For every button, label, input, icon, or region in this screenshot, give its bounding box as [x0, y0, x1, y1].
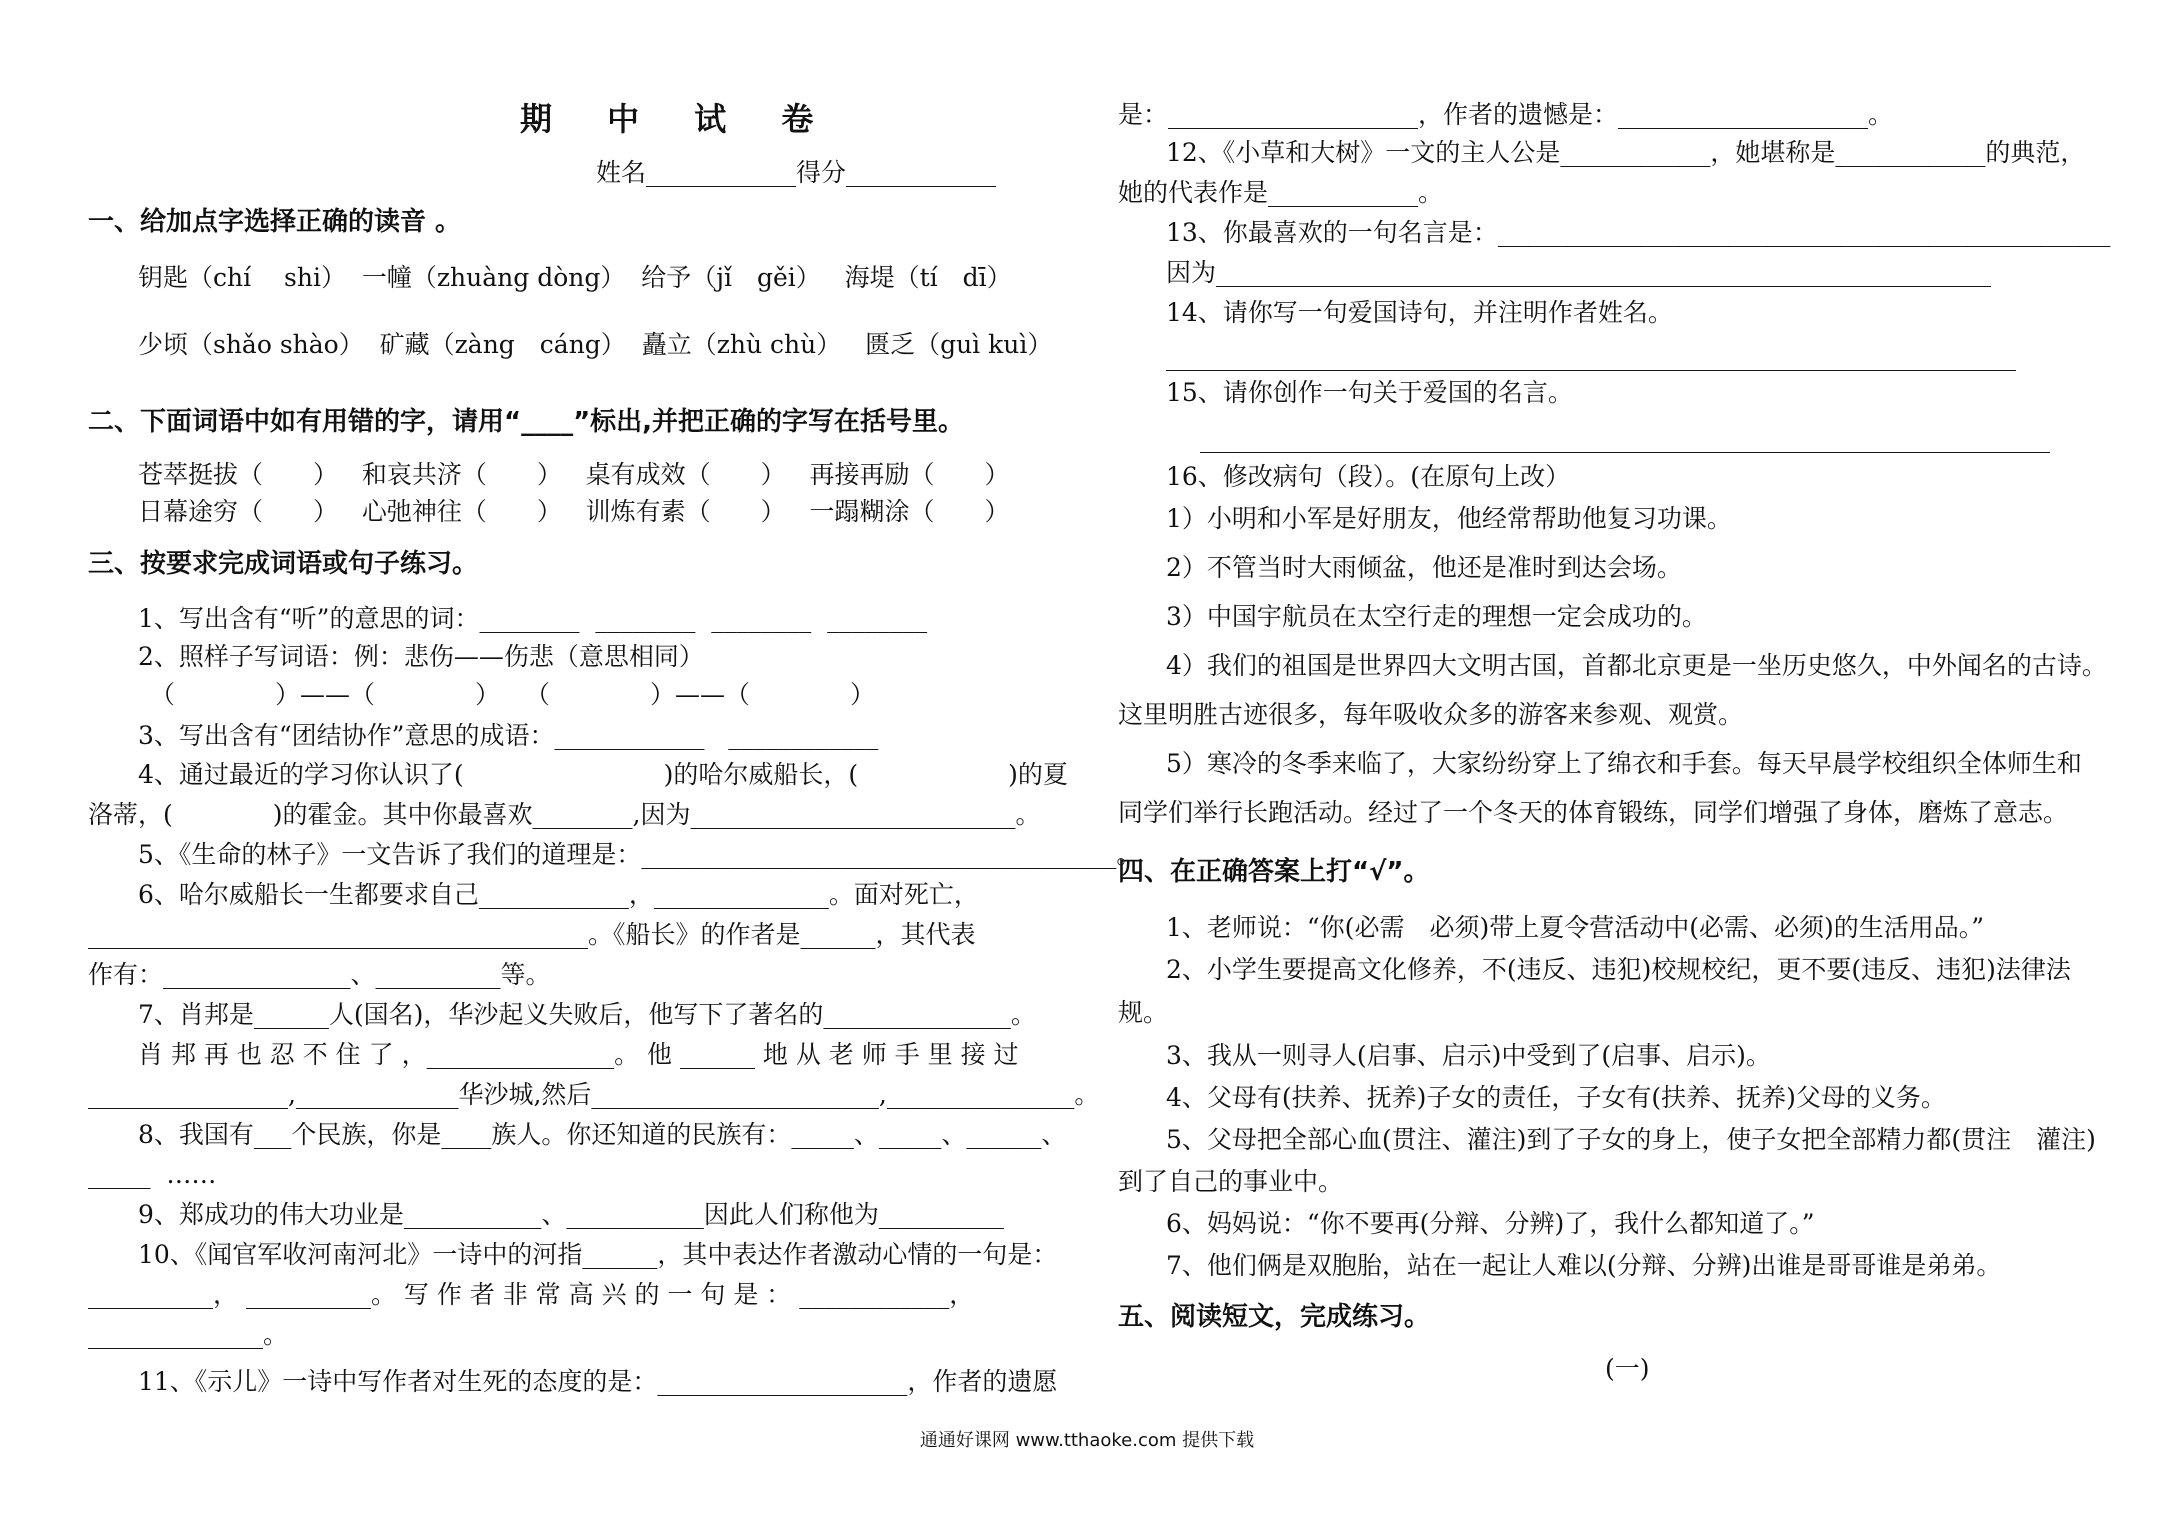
text-line: 5、父母把全部心血(贯注、灌注)到了子女的身上，使子女把全部精力都(贯注 灌注) [1166, 1125, 2096, 1154]
text-line: 肖 邦 再 也 忍 不 住 了 ，_______________。 他 ______ 地 从 老 师 手 里 接 过 [138, 1040, 1019, 1069]
text-line: 到了自己的事业中。 [1118, 1167, 1344, 1196]
text-line: 9、郑成功的伟大功业是___________、___________因此人们称他为__________ [138, 1200, 1004, 1229]
text-line: 7、他们俩是双胞胎，站在一起让人难以(分辩、分辨)出谁是哥哥谁是弟弟。 [1166, 1251, 2002, 1280]
section-heading: 三、按要求完成词语或句子练习。 [88, 549, 479, 579]
text-line: ________________,_____________华沙城,然后_______________________,_______________。 [88, 1080, 1100, 1109]
text-line: 钥匙（chí shi） 一幢（zhuàng dòng） 给予（jǐ gěi） 海堤（tí dī） [138, 263, 1012, 292]
text-line: 少顷（shǎo shào） 矿藏（zàng cáng） 矗立（zhù chù） 匮乏（guì kuì） [138, 330, 1053, 359]
text-line: 这里明胜古迹很多，每年吸收众多的游客来参观、观赏。 [1118, 700, 1744, 729]
text-line: 2、小学生要提高文化修养，不(违反、违犯)校规校纪，更不要(违反、违犯)法律法 [1166, 955, 2071, 984]
text-line: ________________________________________。《船长》的作者是______，其代表 [88, 920, 976, 949]
text-line: 作有：_______________、__________等。 [88, 960, 551, 989]
name-score-line: 姓名____________得分____________ [596, 158, 997, 187]
text-line: _____ …… [88, 1160, 217, 1189]
text-line: 3、我从一则寻人(启事、启示)中受到了(启事、启示)。 [1166, 1041, 1771, 1070]
text-line: 6、妈妈说：“你不要再(分辩、分辨)了，我什么都知道了。” [1166, 1209, 1815, 1238]
text-line: 6、哈尔威船长一生都要求自己____________，______________。面对死亡， [138, 880, 979, 909]
text-line: 2、照样子写词语：例：悲伤——伤悲（意思相同） [138, 642, 704, 671]
text-line: 4）我们的祖国是世界四大文明古国，首都北京更是一坐历史悠久，中外闻名的古诗。 [1166, 651, 2107, 680]
text-line: （ ）——（ ） （ ）——（ ） [150, 680, 876, 709]
text-line: 13、你最喜欢的一句名言是：_________________________________________________ [1166, 218, 2111, 247]
text-line: 因为______________________________________________________________ [1166, 258, 1992, 287]
text-line: 5）寒冷的冬季来临了，大家纷纷穿上了绵衣和手套。每天早晨学校组织全体师生和 [1166, 749, 2082, 778]
text-line: 规。 [1118, 998, 1169, 1027]
text-line: 11、《示儿》一诗中写作者对生死的态度的是：____________________，作者的遗愿 [138, 1367, 1058, 1396]
text-line: 她的代表作是____________。 [1118, 178, 1444, 207]
text-line: 15、请你创作一句关于爱国的名言。 [1166, 378, 1573, 407]
text-line: 是：____________________，作者的遗憾是：____________________。 [1118, 100, 1894, 129]
text-line: 1）小明和小军是好朋友，他经常帮助他复习功课。 [1166, 504, 1732, 533]
text-line: 12、《小草和大树》一文的主人公是____________，她堪称是____________的典范， [1166, 138, 2086, 167]
section-heading: 五、阅读短文，完成练习。 [1118, 1302, 1431, 1332]
page-footer: 通通好课网 www.tthaoke.com 提供下载 [919, 1430, 1255, 1451]
text-line: 苍萃挺拔（ ） 和哀共济（ ） 桌有成效（ ） 再接再励（ ） [138, 460, 1010, 489]
text-line: 14、请你写一句爱国诗句，并注明作者姓名。 [1166, 298, 1673, 327]
exam-title: 期 中 试 卷 [520, 100, 836, 138]
section-heading: 一、给加点字选择正确的读音 。 [88, 207, 462, 237]
text-line: 日幕途穷（ ） 心弛神往（ ） 训炼有素（ ） 一蹋糊涂（ ） [138, 497, 1010, 526]
text-line: 1、写出含有“听”的意思的词：________ ________ ________ ________ [138, 604, 928, 633]
text-line: 5、《生命的林子》一文告诉了我们的道理是：______________________________________。 [138, 840, 1142, 869]
text-line: __________， __________。 写 作 者 非 常 高 兴 的 一 句 是 ： ____________， [88, 1280, 975, 1309]
text-line: 7、肖邦是______人(国名)，华沙起义失败后，他写下了著名的_______________。 [138, 1000, 1036, 1029]
text-line: ____________________________________________________________________ [1200, 424, 2050, 453]
section-heading: 四、在正确答案上打“√”。 [1118, 857, 1430, 887]
text-line: 同学们举行长跑活动。经过了一个冬天的体育锻练，同学们增强了身体，磨炼了意志。 [1118, 798, 2069, 827]
text-line: 洛蒂，( )的霍金。其中你最喜欢________,因为__________________________。 [88, 800, 1041, 829]
text-line: 10、《闻官军收河南河北》一诗中的河指______，其中表达作者激动心情的一句是： [138, 1240, 1058, 1269]
text-line: 2）不管当时大雨倾盆，他还是准时到达会场。 [1166, 553, 1682, 582]
text-line: 1、老师说：“你(必需 必须)带上夏令营活动中(必需、必须)的生活用品。” [1166, 913, 1984, 942]
text-line: 4、通过最近的学习你认识了( )的哈尔威船长，( )的夏 [138, 760, 1068, 789]
text-line: ____________________________________________________________________ [1166, 342, 2016, 371]
text-line: 8、我国有___个民族，你是____族人。你还知道的民族有：_____、_____、______、 [138, 1120, 1067, 1149]
section-heading: 二、下面词语中如有用错的字，请用“____”标出,并把正确的字写在括号里。 [88, 407, 965, 437]
text-line: ______________。 [88, 1320, 289, 1349]
text-line: 4、父母有(扶养、抚养)子女的责任，子女有(扶养、抚养)父母的义务。 [1166, 1083, 1946, 1112]
text-line: 16、修改病句（段）。(在原句上改） [1166, 462, 1571, 491]
text-line: 3、写出含有“团结协作”意思的成语：____________ ____________ [138, 721, 879, 750]
text-line: (一) [1605, 1354, 1650, 1383]
text-line: 3）中国宇航员在太空行走的理想一定会成功的。 [1166, 602, 1707, 631]
